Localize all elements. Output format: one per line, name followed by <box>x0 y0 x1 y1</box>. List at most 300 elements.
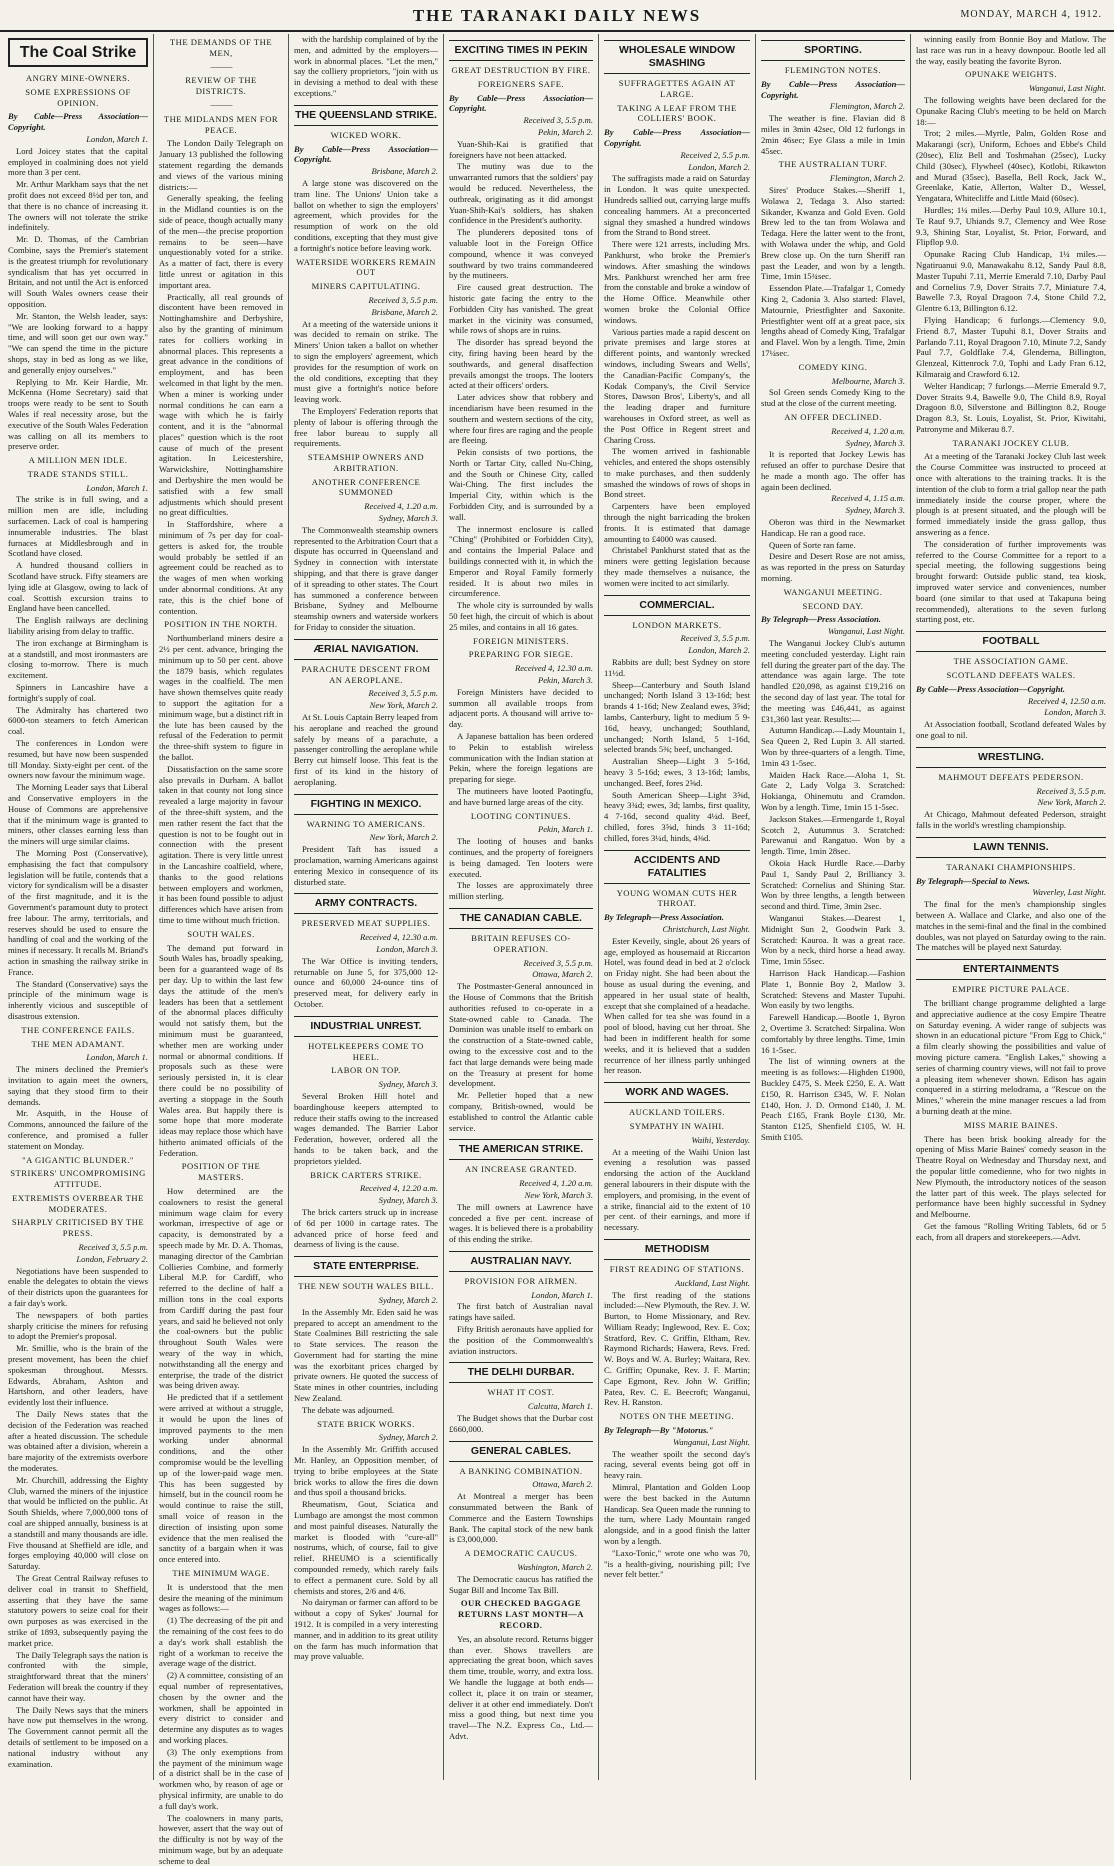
paragraph: Yes, an absolute record. Returns bigger than ever. Shows travellers are appreciating the great boon, which saves them time, trouble, worry, and extra loss. We handle the luggage at both ends—collect it, place it on train or steamer, deliver it at other end immediately. Don't miss a good thing, but next time you travel—The N.Z. Express Co., Ltd.—Advt. <box>449 1634 593 1742</box>
paragraph: The Daily Telegraph says the nation is confronted with the simple, straightforward threat that the miners' Federation will break the country if they cannot have their way. <box>8 1650 148 1704</box>
advertisement-heading: OUR CHECKED BAGGAGE RETURNS LAST MONTH—A RECORD. <box>449 1598 593 1630</box>
subheading: TARANAKI JOCKEY CLUB. <box>916 438 1106 449</box>
subheading: YOUNG WOMAN CUTS HER THROAT. <box>604 888 750 910</box>
canadian-cable-headline: THE CANADIAN CABLE. <box>449 908 593 929</box>
received-line: Received 4, 1.20 a.m. <box>449 1178 593 1189</box>
divider: ——— <box>159 62 283 73</box>
dateline: Sydney, March 3. <box>761 505 905 516</box>
paragraph: Sires' Produce Stakes.—Sheriff 1, Wolawa 2, Tedaga 3. Also started: Sikander, Kwanza and Gold Even. Gold Brew led to the tan from Wolawa and Tedaga. Here the latter went to the front, with Wolawa under the whip, and Gold Brew close up. On the turn Sheriff ran past the Leader, and won by a length. Time, 1min 15¾sec. <box>761 185 905 282</box>
subheading: FOREIGN MINISTERS. <box>449 636 593 647</box>
paragraph: The Morning Leader says that Liberal and Conservative employers in the House of Commons are apprehensive that if the minimum wage is granted to miners, other classes earning less than the miners will urge similar claims. <box>8 782 148 847</box>
article-body <box>761 638 905 1143</box>
article-body <box>8 1266 148 1770</box>
paragraph: The first batch of Australian naval ratings have sailed. <box>449 1301 593 1323</box>
paragraph: The miners declined the Premier's invitation to again meet the owners, saying that they stood firm to their demands. <box>8 1064 148 1107</box>
article-body <box>294 1091 438 1167</box>
dateline: Waihi, Yesterday. <box>604 1135 750 1146</box>
column-7 <box>912 34 1110 1780</box>
paragraph: The London Daily Telegraph on January 13 published the following statement regarding the demands and views of the various mining districts:— <box>159 138 283 192</box>
paragraph: The innermost enclosure is called "Ching" (Prohibited or Forbidden City), and contains the Imperial Palace and buildings connected with it, in which the Emperor and Royal Family formerly resided. It is about two miles in circumference. <box>449 524 593 600</box>
paragraph: Northumberland miners desire a 2½ per cent. advance, bringing the minimum up to 50 per cent. above the 1879 basis, which regulates wages in the coalfield. The men have shown themselves quite ready to support the agitation for a minimum wage, but a distinct rift in the lute has been caused by the refusal of the Federation to permit the three-shift system to figure in the ballot. <box>159 633 283 763</box>
football-headline: FOOTBALL <box>916 631 1106 652</box>
paragraph: The demand put forward in South Wales has, broadly speaking, been for a guaranteed wage of 8s per day. Up to within the last few days the attitude of the men's leaders has been that a settlement of the abnormal places difficulty would not satisfy them, but the minimum must be guaranteed, whether men are working under normal or abnormal conditions. If proposals such as these were seriously persisted in, it is clear there could be no possibility of averting a stoppage in the South Wales area. But happily there is some hope that more moderate ideas may replace those which have hitherto animated officials of the Federation. <box>159 943 283 1159</box>
paragraph: (3) The only exemptions from the payment of the minimum wage of a district shall be in the case of workmen who, by reason of age or physical infirmity, are unable to do a full day's work. <box>159 1747 283 1812</box>
paragraph: The mutiny was due to the unwarranted rumors that the soldiers' pay would be reduced. Nevertheless, the outbreak, originating as it did amongst Yuan-Shih-Kai's soldiers, has shaken confidence in the President's authority. <box>449 161 593 226</box>
paragraph: The English railways are declining liability arising from delay to traffic. <box>8 615 148 637</box>
accidents-headline: ACCIDENTS AND FATALITIES <box>604 850 750 884</box>
paragraph: winning easily from Bonnie Boy and Matlow. The last race was run in a heavy downpour. Bootle led all the way, easily beating the favorite Byron. <box>916 34 1106 66</box>
subheading: STRIKERS' UNCOMPROMISING ATTITUDE. <box>8 1168 148 1190</box>
article-body <box>916 899 1106 953</box>
subheading: SYMPATHY IN WAIHI. <box>604 1121 750 1132</box>
subheading: LABOR ON TOP. <box>294 1065 438 1076</box>
article-body <box>294 1444 438 1662</box>
paragraph: The weather spoilt the second day's racing, several events being got off in heavy rain. <box>604 1449 750 1481</box>
commercial-headline: COMMERCIAL. <box>604 595 750 616</box>
paragraph: The coalowners in many parts, however, assert that the way out of the difficulty is not by way of the minimum wage, but by an adequate scheme to deal <box>159 1813 283 1866</box>
divider: ——— <box>159 100 283 111</box>
paragraph: It is reported that Jockey Lewis has refused an offer to purchase Desire that he made a month ago. The offer has again been declined. <box>761 449 905 492</box>
received-line: Received 4, 12.30 a.m. <box>294 932 438 943</box>
article-body <box>916 34 1106 66</box>
article-body <box>761 517 905 584</box>
entertainments-headline: ENTERTAINMENTS <box>916 959 1106 980</box>
subheading: SUFFRAGETTES AGAIN AT LARGE. <box>604 78 750 100</box>
advertisement <box>449 1634 593 1742</box>
newspaper-title: THE TARANAKI DAILY NEWS <box>0 6 1114 26</box>
paragraph: Sheep—Canterbury and South Island unchanged; North Island 3 13-16d; best brands 4 1-16d; New Zealand ewes, 3⅝d; lambs, Canterbury, light to medium 5 9-16d, heavy, unchanged; Southland, unchanged; North Island, 5 1-16d, selected brands 5⅜; beef, unchanged. <box>604 680 750 756</box>
paragraph: The debate was adjourned. <box>294 1405 438 1416</box>
subheading: THE CONFERENCE FAILS. <box>8 1025 148 1036</box>
column-2 <box>155 34 287 1780</box>
paragraph: The Great Central Railway refuses to deliver coal in transit to Sheffield, asserting that they have the same statutory powers to seize coal for their own purposes as was exercised in the strike of 1893, subsequently paying the market price. <box>8 1573 148 1649</box>
subheading: PROVISION FOR AIRMEN. <box>449 1276 593 1287</box>
subheading: FOREIGNERS SAFE. <box>449 79 593 90</box>
paragraph: The mill owners at Lawrence have conceded a five per cent. increase of wages. It is believed there is a probability of this ending the strike. <box>449 1202 593 1245</box>
article-body <box>449 1202 593 1245</box>
column-1 <box>4 34 152 1780</box>
paragraph: Mr. Smillie, who is the brain of the present movement, has been the chief spokesman throughout. Messrs. Edwards, Abraham, Ashton and Hartshorn, and other leaders, have evidently lost their influence. <box>8 1343 148 1408</box>
paragraph: In Staffordshire, where a minimum of 7s per day for coal-getters is asked for, the trouble would probably be settled if an agreement could be reached as to the wages of men when working under abnormal conditions. At any rate, this is the chief bone of contention. <box>159 519 283 616</box>
column-rule <box>598 34 599 1780</box>
dateline: Pekin, March 3. <box>449 675 593 686</box>
subheading: A DEMOCRATIC CAUCUS. <box>449 1548 593 1559</box>
paragraph: with the hardship complained of by the men, and admitted by the employers—work in abnormal places. "Let the men," say the colliery proprietors, "join with us in devising a method to deal with these exceptions." <box>294 34 438 99</box>
dateline: Christchurch, Last Night. <box>604 924 750 935</box>
paragraph: Hurdles; 1¼ miles.—Derby Paul 10.9, Allure 10.1, Te Rauf 9.7, Uhiands 9.7, Clemency and Wee Rose 9.3, Shining Star, Loyalist, St. Prior, Forward, and Flipflop 9.0. <box>916 205 1106 248</box>
paragraph: Rabbits are dull; best Sydney on store 11½d. <box>604 657 750 679</box>
column-6 <box>757 34 909 1780</box>
subheading: NOTES ON THE MEETING. <box>604 1411 750 1422</box>
article-body <box>159 1186 283 1565</box>
paragraph: The consideration of further improvements was referred to the Course Committee for a report to a special meeting, the following suggestions being brought forward: Outside public stand, tea kiosk, improved water service and conveniences, number board (one similar to that used at Takapuna being recommended), alterations to the seven furlong starting post, etc. <box>916 539 1106 625</box>
paragraph: (2) A committee, consisting of an equal number of representatives, chosen by the owner and the workmen, shall be appointed in every district to consider and determine any disputes as to wages and working places. <box>159 1670 283 1746</box>
wire-credit: By Cable—Press Association—Copyright. <box>8 111 148 133</box>
paragraph: There were 121 arrests, including Mrs. Pankhurst, who broke the Premier's windows. After smashing the windows Mrs. Pankhurst wrenched her arm free from the constable and broke a window of the Home Office. Meanwhile other women broke the Colonial Office windows. <box>604 239 750 325</box>
article-body <box>449 139 593 633</box>
paragraph: Later advices show that robbery and incendiarism have been resumed in the southern and western sections of the city, where four fires are raging and the people are fleeing. <box>449 392 593 446</box>
article-body <box>449 836 593 902</box>
paragraph: Sol Green sends Comedy King to the stud at the close of the current meeting. <box>761 387 905 409</box>
paragraph: The looting of houses and banks continues, and the property of foreigners is being damaged. Ten looters were executed. <box>449 836 593 879</box>
paragraph: At Association football, Scotland defeated Wales by one goal to nil. <box>916 719 1106 741</box>
paragraph: Queen of Sorte ran fame. <box>761 540 905 551</box>
work-and-wages-headline: WORK AND WAGES. <box>604 1082 750 1103</box>
received-line: Received 4, 1.20 a.m. <box>294 501 438 512</box>
paragraph: Okoia Hack Hurdle Race.—Darby Paul 1, Sandy Paul 2, Brilliancy 3. Scratched: Cornelius and Shining Star. Won by three lengths, a length between second and third. Time, 3min 2sec. <box>761 858 905 912</box>
wire-credit: By Cable—Press Association—Copyright. <box>449 93 593 115</box>
delhi-durbar-headline: THE DELHI DURBAR. <box>449 1362 593 1383</box>
subheading: PARACHUTE DESCENT FROM AN AEROPLANE. <box>294 664 438 686</box>
dateline: Flemington, March 2. <box>761 173 905 184</box>
dateline: Brisbane, March 2. <box>294 166 438 177</box>
received-line: Received 3, 5.5 p.m. <box>916 786 1106 797</box>
article-body <box>604 1449 750 1581</box>
paragraph: Ester Keveily, single, about 26 years of age, employed as housemaid at Riccarton Hotel, was found dead in bed at 2 o'clock on Friday night. She had been about the house as usual during the evening, and appeared in her usual state of health, except that she complained of a headache. When called for tea she was found in a pool of blood, having cut her throat. She had been in indifferent health for some weeks, and it is believed that a sudden recurrence of her illness partly unhinged her reason. <box>604 936 750 1076</box>
subheading: FIRST READING OF STATIONS. <box>604 1264 750 1275</box>
subheading: TRADE STANDS STILL. <box>8 469 148 480</box>
received-line: Received 4, 12.50 a.m. <box>916 696 1106 707</box>
received-line: Received 4, 12.30 a.m. <box>449 663 593 674</box>
subheading: WATERSIDE WORKERS REMAIN OUT <box>294 257 438 279</box>
dateline: Ottawa, March 2. <box>449 1479 593 1490</box>
aerial-navigation-headline: ÆRIAL NAVIGATION. <box>294 639 438 660</box>
paragraph: Welter Handicap; 7 furlongs.—Merrie Emerald 9.7, Dover Straits 9.4, Bawelle 9.0, The Child 8.9, Royal Dragoon 8.0, Silverstone and Billington 8.2, Rouge Dragon 8.3, St. Louis, Loyalist, St. Prior, Kiwitahi, Patronyme and Mikerau 8.7. <box>916 381 1106 435</box>
advertisement: Rheumatism, Gout, Sciatica and Lumbago are amongst the most common and most painful diseases. Naturally the market is flooded with "cure-all" nostrums, which, of course, fail to give relief. RHEUMO is a scientifically compounded remedy, which rarely fails to effect a permanent cure. Sold by all chemists and stores, 2/6 and 4/6. <box>294 1499 438 1596</box>
paragraph: The Daily News states that the decision of the Federation was reached after a heated discussion. The schedule was obtained after a division, wherein a bare majority of the extremists overbore the moderates. <box>8 1409 148 1474</box>
subheading: WICKED WORK. <box>294 130 438 141</box>
article-body <box>449 1301 593 1356</box>
paragraph: The iron exchange at Birmingham is at a standstill, and most ironmasters are closing to-morrow. There is much excitement. <box>8 638 148 681</box>
dateline: Sydney, March 3. <box>294 1079 438 1090</box>
subheading: FLEMINGTON NOTES. <box>761 65 905 76</box>
dateline: New York, March 2. <box>916 797 1106 808</box>
paragraph: The Budget shows that the Durbar cost £660,000. <box>449 1413 593 1435</box>
subheading: EXTREMISTS OVERBEAR THE MODERATES. <box>8 1193 148 1215</box>
dateline: Waverley, Last Night. <box>916 887 1106 898</box>
australian-navy-headline: AUSTRALIAN NAVY. <box>449 1251 593 1272</box>
paragraph: The losses are approximately three million sterling. <box>449 880 593 902</box>
wire-credit: By Cable—Press Association—Copyright. <box>916 684 1106 695</box>
article-body <box>294 525 438 633</box>
dateline: London, March 2. <box>604 162 750 173</box>
dateline: Wanganui, Last Night. <box>761 626 905 637</box>
subheading: TAKING A LEAF FROM THE COLLIERS' BOOK. <box>604 103 750 125</box>
subheading: SCOTLAND DEFEATS WALES. <box>916 670 1106 681</box>
article-body <box>916 451 1106 625</box>
dateline: London, March 1. <box>449 1290 593 1301</box>
subheading: THE DEMANDS OF THE MEN, <box>159 37 283 59</box>
paragraph: The Morning Post (Conservative), emphasising the fact that compulsory legislation will be futile, contends that a victory for syndicalism will be a disaster of the first magnitude, and it is the Government's paramount duty to protect free labour. The army, territorials, and reserves should be used to ensure the handling of coal and the working of the mines if necessary. It recalls M. Briand's action in smashing the railway strike in France. <box>8 848 148 978</box>
column-rule <box>755 34 756 1780</box>
paragraph: Harrison Hack Handicap.—Fashion Plate 1, Bonnie Boy 2, Matlow 3. Scratched: Stevens and Master Tupuhi. Won easily by two lengths. <box>761 968 905 1011</box>
paragraph: At Montreal a merger has been consummated between the Bank of Commerce and the Eastern Townships Bank. The capital stock of the new bank is £3,000,000. <box>449 1491 593 1545</box>
paragraph: Opunake Racing Club Handicap, 1¼ miles.—Ngatiruanui 9.0, Manawakahu 8.12, Sandy Paul 8.8, Master Tupuhi 7.11, Merrie Emerald 7.10, Darby Paul and Cornelius 7.9, Dover Straits 7.7, Miniature 7.4, Bawelle 7.3, Royal Dragoon 7.4, Stone Child 7.2, Glentre 6.13, Billington 6.12. <box>916 249 1106 314</box>
advertisement: Get the famous "Rolling Writing Tablets, 6d or 5 each, from all drapers and storekeepers.—Advt. <box>916 1221 1106 1243</box>
dateline: Sydney, March 2. <box>294 1432 438 1443</box>
paragraph: It is understood that the men desire the meaning of the minimum wages as follows:— <box>159 1582 283 1614</box>
paragraph: Fifty British aeronauts have applied for the position of the Commonwealth's aviation instructors. <box>449 1324 593 1356</box>
dateline: Melbourne, March 3. <box>761 376 905 387</box>
paragraph: The disorder has spread beyond the city, firing having been heard by the southwards, and general disaffection prevails amongst the troops. The looters acted at their officers' orders. <box>449 337 593 391</box>
subheading: AN OFFER DECLINED. <box>761 412 905 423</box>
dateline: Flemington, March 2. <box>761 101 905 112</box>
paragraph: The Standard (Conservative) says the principle of the minimum wage is inherently vicious and susceptible of disastrous extension. <box>8 979 148 1022</box>
paragraph: In the Assembly Mr. Eden said he was prepared to accept an amendment to the State Coalmines Bill restricting the sale to State services. The reason the Government had for starting the mine was the exorbitant prices charged by private owners. He quoted the success of State mines in other countries, including New Zealand. <box>294 1307 438 1404</box>
wire-credit: By Telegraph—Press Association. <box>604 912 750 923</box>
paragraph: At St. Louis Captain Berry leaped from his aeroplane and reached the ground safely by means of a parachute, a passenger controlling the aeroplane while Berry cut himself loose. This feat is the first of its kind in the history of aeroplaning. <box>294 712 438 788</box>
subheading: "A GIGANTIC BLUNDER." <box>8 1155 148 1166</box>
paragraph: At a meeting of the waterside unions it was decided to remain on strike. The Miners' Union taken a ballot on whether to sign the employers' agreement, which provides for the resumption of work on the old conditions, excepting that they must give a fortnight's notice before leaving work. <box>294 319 438 405</box>
american-strike-headline: THE AMERICAN STRIKE. <box>449 1139 593 1160</box>
subheading: EMPIRE PICTURE PALACE. <box>916 984 1106 995</box>
article-body <box>294 34 438 99</box>
paragraph: The Employers' Federation reports that plenty of labour is offering through the free labor bureau to supply all requirements. <box>294 406 438 449</box>
paragraph: At Chicago, Mahmout defeated Pederson, straight falls in the world's wrestling championship. <box>916 809 1106 831</box>
methodism-headline: METHODISM <box>604 1239 750 1260</box>
subheading: PRESERVED MEAT SUPPLIES. <box>294 918 438 929</box>
paragraph: Oberon was third in the Newmarket Handicap. He ran a good race. <box>761 517 905 539</box>
dateline: London, March 2. <box>604 645 750 656</box>
wire-credit: By Cable—Press Association—Copyright. <box>604 127 750 149</box>
subheading: LONDON MARKETS. <box>604 620 750 631</box>
paragraph: Lord Joicey states that the capital employed in coalmining does not yield more than 3 per cent. <box>8 146 148 178</box>
dateline: London, March 1. <box>8 1052 148 1063</box>
paragraph: Maiden Hack Race.—Aloha 1, St. Gate 2, Lady Volga 3. Scratched: Hokianga, Ohinemutu and Cramdon. Won by a length. Time, 1min 15 1-5sec. <box>761 770 905 813</box>
paragraph: The women arrived in fashionable vehicles, and entered the shops ostensibly to make purchases, and then suddenly smashed the windows of rows of shops in Bond street. <box>604 446 750 500</box>
dateline: Auckland, Last Night. <box>604 1278 750 1289</box>
article-body <box>916 809 1106 831</box>
subheading: STATE BRICK WORKS. <box>294 1419 438 1430</box>
column-4 <box>445 34 597 1780</box>
article-body <box>294 956 438 1010</box>
queensland-strike-headline: THE QUEENSLAND STRIKE. <box>294 105 438 126</box>
paragraph: Fire caused great destruction. The historic gate facing the entry to the Forbidden City has vanished. The great market in the vicinity was consumed, while rows of shops are in ruins. <box>449 282 593 336</box>
paragraph: Desire and Desert Rose are not amiss, as was reported in the press on Saturday morning. <box>761 551 905 583</box>
subheading: GREAT DESTRUCTION BY FIRE. <box>449 65 593 76</box>
dateline: Wanganui, Last Night. <box>604 1437 750 1448</box>
wire-credit: By Telegraph—By "Motorus." <box>604 1425 750 1436</box>
paragraph: Dissatisfaction on the same score also prevails in Durham. A ballot taken in that county not long since revealed a large majority in favour of the three-shift system, and the men rather resent the fact that the question is not to be fought out in connection with the present agitation. There is very little unrest in the Lancashire coalfield, where, thanks to the good relations between employers and workmen, it has been found possible to adjust differences which have arisen from time to time without much friction. <box>159 764 283 926</box>
subheading: SOUTH WALES. <box>159 929 283 940</box>
paragraph: Pekin consists of two portions, the North or Tartar City, called Nu-Ching, and the South or Chinese City, called Wai-Ching. The first includes the Imperial City, within which is the Forbidden City, and is surrounded by a wall. <box>449 447 593 523</box>
subheading: POSITION IN THE NORTH. <box>159 619 283 630</box>
subheading: BRITAIN REFUSES CO-OPERATION. <box>449 933 593 955</box>
paragraph: In the Assembly Mr. Griffith accused Mr. Hanley, an Opposition member, of trying to bribe employees at the State brick works to allow the fires die down and thus spoil a thousand bricks. <box>294 1444 438 1498</box>
article-body <box>604 1290 750 1409</box>
received-line: Received 4, 1.20 a.m. <box>761 426 905 437</box>
paragraph: The Commonwealth steamship owners represented to the Arbitration Court that a dispute has occurred in Queensland and Sydney in connection with interstate shipping, and that there is grave danger of it spreading to other states. The Court has summoned a conference between Brisbane, Sydney and Melbourne steamship owners and waterside workers for Friday to consider the situation. <box>294 525 438 633</box>
subheading: AUCKLAND TOILERS. <box>604 1107 750 1118</box>
received-line: Received 3, 5.5 p.m. <box>294 688 438 699</box>
received-line: Received 3, 5.5 p.m. <box>604 633 750 644</box>
subheading: WANGANUI MEETING. <box>761 587 905 598</box>
paragraph: The Admiralty has chartered two 6000-ton steamers to fetch American coal. <box>8 705 148 737</box>
article-body <box>761 449 905 492</box>
column-5 <box>600 34 754 1780</box>
received-line: Received 2, 5.5 p.m. <box>604 150 750 161</box>
article-body <box>159 138 283 616</box>
subheading: THE ASSOCIATION GAME. <box>916 656 1106 667</box>
paragraph: The whole city is surrounded by walls 50 feet high, the circuit of which is about 25 miles, and contains in all 16 gates. <box>449 600 593 632</box>
article-body <box>159 633 283 926</box>
sporting-headline: SPORTING. <box>761 40 905 61</box>
dateline: Pekin, March 1. <box>449 824 593 835</box>
paragraph: The weather is fine. Flavian did 8 miles in 3min 42sec, Old 12 furlongs in 2min 46sec; Eye Glass a mile in 1min 45sec. <box>761 113 905 156</box>
masthead <box>0 0 1114 32</box>
fighting-in-mexico-headline: FIGHTING IN MEXICO. <box>294 794 438 815</box>
subheading: OPUNAKE WEIGHTS. <box>916 69 1106 80</box>
subheading: THE MINIMUM WAGE. <box>159 1568 283 1579</box>
dateline: New York, March 2. <box>294 832 438 843</box>
subheading: MAHMOUT DEFEATS PEDERSON. <box>916 772 1106 783</box>
column-rule <box>910 34 911 1780</box>
paragraph: Generally speaking, the feeling in the Midland counties is on the side of peace, though actually many of the men—the precise proportion remains to be seen—have unquestionably voted for a strike. As a matter of fact, there is every little unrest or agitation in this important area. <box>159 193 283 290</box>
paragraph: Autumn Handicap.—Lady Mountain 1, Sea Queen 2, Red Lupin 3. All started. Won by three-quarters of a length. Time, 1min 43 1-5sec. <box>761 725 905 768</box>
article-body <box>294 1207 438 1250</box>
received-line: Received 3, 5.5 p.m. <box>8 1242 148 1253</box>
article-body <box>449 981 593 1133</box>
received-line: Received 4, 12.20 a.m. <box>294 1183 438 1194</box>
paragraph: Christabel Pankhurst stated that as the miners were getting legislation because they made themselves a nuisance, the women were incited to act similarly. <box>604 545 750 588</box>
paragraph: Mr. Stanton, the Welsh leader, says: "We are looking forward to a happy time, and will soon get our own way." "We can spend the time in the picture shops, stay in bed as long as we like, and generally enjoy ourselves." <box>8 311 148 376</box>
paragraph: The Postmaster-General announced in the House of Commons that the British authorities refused to co-operate in a State-owned cable to Canada. The Dominion was unable itself to embark on the construction of a State-owned cable, owing to the excessive cost and to the fact that large demands were being made on the Treasury at present for home development. <box>449 981 593 1089</box>
paragraph: There has been brisk booking already for the opening of Miss Marie Baines' comedy season in the Theatre Royal on Wednesday and Thursday next, and the popular little comedienne, who for two nights in New Plymouth, the introductory notices of the season the latter part of this week. The plays selected for performance have been highly successful in Sydney and Melbourne. <box>916 1134 1106 1220</box>
subheading: TARANAKI CHAMPIONSHIPS. <box>916 862 1106 873</box>
dateline: Ottawa, March 2. <box>449 969 593 980</box>
subheading: SOME EXPRESSIONS OF OPINION. <box>8 87 148 109</box>
advertisement: No dairyman or farmer can afford to be without a copy of Sykes' Journal for 1912. It is compiled in a very interesting manner, and in addition to its great utility on the farm has much information that may prove valuable. <box>294 1597 438 1662</box>
subheading: THE NEW SOUTH WALES BILL. <box>294 1281 438 1292</box>
article-body <box>761 185 905 359</box>
article-body <box>604 657 750 844</box>
issue-date: MONDAY, MARCH 4, 1912. <box>961 9 1102 20</box>
article-body <box>159 943 283 1159</box>
received-line: Received 3, 5.5 p.m. <box>449 115 593 126</box>
article-body <box>916 998 1106 1117</box>
article-body <box>761 113 905 156</box>
received-line: Received 3, 5.5 p.m. <box>294 295 438 306</box>
paragraph: The following weights have been declared for the Opunake Racing Club's meeting to be held on March 18:— <box>916 95 1106 127</box>
column-rule <box>443 34 444 1780</box>
paragraph: Flying Handicap; 6 furlongs.—Clemency 9.0, Friend 8.7, Master Tupuhi 8.1, Dover Straits and Parlando 7.11, Royal Dragoon 7.10, Minute 7.2, Sandy Paul 7.7, Goldflake 7.4, Glenderna, Billington, Glenzeal, Kittenrock 7.0, Tophi and Lady Fran 6.12, Kilmaraig and Crawford 6.12. <box>916 315 1106 380</box>
dateline: Sydney, March 3. <box>294 1195 438 1206</box>
subheading: SHARPLY CRITICISED BY THE PRESS. <box>8 1217 148 1239</box>
paragraph: The strike is in full swing, and a million men are idle, including surfacemen. Lack of coal is hampering innumerable industries. The blast furnaces at Middlesbrough and in Scotland have closed. <box>8 494 148 559</box>
subheading: PREPARING FOR SIEGE. <box>449 649 593 660</box>
army-contracts-headline: ARMY CONTRACTS. <box>294 893 438 914</box>
dateline: Calcutta, March 1. <box>449 1401 593 1412</box>
subheading: HOTELKEEPERS COME TO HEEL. <box>294 1041 438 1063</box>
paragraph: Wanganui Stakes.—Dearest 1, Midnight Sun 2, Goodwin Park 3. Scratched: Kauroa. It was a great race. Won by a neck, third horse a head away. Time, 1min 55sec. <box>761 913 905 967</box>
paragraph: Mr. Arthur Markham says that the net profit does not exceed 8½d per ton, and that there is no chance of increasing it. The owners will not tolerate the strike indefinitely. <box>8 179 148 233</box>
column-rule <box>153 34 154 1780</box>
paragraph: Mimral, Plantation and Golden Loop were the best backed in the Autumn Handicap. Sea Queen made the running to the turn, where Lady Mountain ranged alongside, and in a good finish the latter won by a length. <box>604 1482 750 1547</box>
dateline: London, February 2. <box>8 1254 148 1265</box>
article-body <box>294 712 438 788</box>
article-body <box>8 1064 148 1151</box>
subheading: LOOTING CONTINUES. <box>449 811 593 822</box>
paragraph: A hundred thousand colliers in Scotland have struck. Fifty steamers are lying idle at Glasgow, owing to lack of coal. Scottish excursion trains to England have been cancelled. <box>8 560 148 614</box>
paragraph: Mr. Pelletier hoped that a new company, British-owned, would be established to control the Atlantic cable service. <box>449 1090 593 1133</box>
paragraph: The conferences in London were resumed, but have now been suspended till Monday. Sixty-eight per cent. of the owners now favour the minimum wage. <box>8 738 148 781</box>
paragraph: At a meeting of the Taranaki Jockey Club last week the Course Committee was instructed to proceed at once with alterations to the training tracks. It is the intention of the club to form a trial gallop near the path immediately inside the course proper, where the plough is at present situated, and the plough will be formed immediately inside the grass gallop, thus answering as a fence. <box>916 451 1106 537</box>
paragraph: Practically, all real grounds of discontent have been removed in Nottinghamshire and Derbyshire, also by the granting of minimum rates for colliers working in abnormal places. This represents a great advance in the conditions of employment, and has been welcomed in that light by the men. When a miner is working under normal conditions he can earn a wage with which he is fairly content, and it is the "abnormal places" question which is the root cause of much of the present agitation. In Leicestershire, Warwickshire, Nottinghamshire and Derbyshire the men would be satisfied with a few small adjustments which should present no great difficulties. <box>159 292 283 519</box>
paragraph: A Japanese battalion has been ordered to Pekin to establish wireless communication with the Indian station at Pekin, where the foreign legations are preparing for siege. <box>449 731 593 785</box>
paragraph: Mr. Churchill, addressing the Eighty Club, warned the miners of the injustice that would be inflicted on the public. At South Shields, where 7,000,000 tons of coal are shipped annually, business is at a standstill and many thousands are idle. Five thousand at Sheffield are idle, and forges employing 40,000 will close on Saturday. <box>8 1475 148 1572</box>
subheading: A BANKING COMBINATION. <box>449 1466 593 1477</box>
dateline: New York, March 2. <box>294 700 438 711</box>
subheading: BRICK CARTERS STRIKE. <box>294 1170 438 1181</box>
article-body <box>916 95 1106 435</box>
dateline: Pekin, March 2. <box>449 127 593 138</box>
industrial-unrest-headline: INDUSTRIAL UNREST. <box>294 1016 438 1037</box>
subheading: COMEDY KING. <box>761 362 905 373</box>
dateline: Sydney, March 3. <box>761 438 905 449</box>
dateline: Washington, March 2. <box>449 1562 593 1573</box>
subheading: AN INCREASE GRANTED. <box>449 1164 593 1175</box>
subheading: ANGRY MINE-OWNERS. <box>8 73 148 84</box>
state-enterprise-headline: STATE ENTERPRISE. <box>294 1256 438 1277</box>
advertisement: "Laxo-Tonic," wrote one who was 70, "is a health-giving, nourishing pill; I've never felt better." <box>604 1548 750 1580</box>
paragraph: (1) The decreasing of the pit and the remaining of the cost fees to do a day's work shall establish the right of a workman to receive the average wage of the district. <box>159 1615 283 1669</box>
article-body <box>8 146 148 452</box>
subheading: MISS MARIE BAINES. <box>916 1120 1106 1131</box>
paragraph: A large stone was discovered on the tram line. The Unions' Union take a ballot on whether to sign the employers' agreement, which provides for the resumption of work on the old conditions, excepting that they must give a fortnight's notice before leaving work. <box>294 178 438 254</box>
article-body <box>294 319 438 450</box>
received-line: Received 4, 1.15 a.m. <box>761 493 905 504</box>
paragraph: Essendon Plate.—Trafalgar 1, Comedy King 2, Cadonia 3. Also started: Flavel, Matournie, Priestfighter and Saxonite. Priestfighter went off at a great pace, six lengths ahead of Comedy King, Trafalgar and Flavel. Won by a length. Time, 2min 17¼sec. <box>761 283 905 359</box>
column-rule <box>288 34 289 1780</box>
paragraph: The Wanganui Jockey Club's autumn meeting concluded yesterday. Light rain fell during the greater part of the day. The attendance was again large. The tote handled £20,098, as against £19,216 on the second day of last year. The total for the meeting was £46,441, as against £31,360 last year. Results:— <box>761 638 905 724</box>
article-body <box>449 1413 593 1435</box>
article-body <box>604 173 750 588</box>
subheading: THE AUSTRALIAN TURF. <box>761 159 905 170</box>
paragraph: The brilliant change programme delighted a large and appreciative audience at the cosy Empire Theatre on Saturday evening. A wider range of subjects was shown in an educational picture "From Egg to Chick," a film clearly showing the possibilities and value of moving picture camera. "English Lakes," showing a series of charming country views, will not fail to prove a pleasing item whenever shown. Edison has again conquered in a stirring melodrama, a "Rescue on the Mines," wherein the mine manager rescues a lad from a burning death at the mine. <box>916 998 1106 1117</box>
subheading: THE MIDLANDS MEN FOR PEACE. <box>159 114 283 136</box>
dateline: London, March 3. <box>294 944 438 955</box>
paragraph: Farewell Handicap.—Bootle 1, Byron 2, Overtime 3. Scratched: Sirpalina. Won comfortably by three lengths. Time, 1min 16 1-5sec. <box>761 1012 905 1055</box>
paragraph: Carpenters have been employed through the night barricading the broken fronts. It is estimated that damage amounting to £4000 was caused. <box>604 501 750 544</box>
article-body <box>761 387 905 409</box>
paragraph: Replying to Mr. Keir Hardie, Mr. McKenna (Home Secretary) said that troops were ready to be sent to South Wales if real necessity arose, but the executive of the South Wales Federation was calling on all its members to preserve order. <box>8 377 148 453</box>
dateline: London, March 1. <box>8 483 148 494</box>
wire-credit: By Telegraph—Special to News. <box>916 876 1106 887</box>
dateline: New York, March 3. <box>449 1190 593 1201</box>
subheading: A MILLION MEN IDLE. <box>8 455 148 466</box>
paragraph: Australian Sheep—Light 3 5-16d, heavy 3 5-16d; ewes, 3 13-16d; lambs, unchanged. Beef, fores 2⅝d. <box>604 756 750 788</box>
paragraph: Foreign Ministers have decided to summon all available troops from adjacent ports. A thousand will arrive to-day. <box>449 687 593 730</box>
paragraph: The brick carters struck up in increase of 6d per 1000 in cartage rates. The advanced price of horse feed and dearness of living is the cause. <box>294 1207 438 1250</box>
subheading: WHAT IT COST. <box>449 1387 593 1398</box>
subheading: ANOTHER CONFERENCE SUMMONED <box>294 477 438 499</box>
dateline: Sydney, March 2. <box>294 1295 438 1306</box>
subheading: THE MEN ADAMANT. <box>8 1039 148 1050</box>
paragraph: Various parties made a rapid descent on private premises and large stores at different points, and wantonly wrecked windows, including Swears and Wells', the Canadian-Pacific Company's, the Kodak Company's, the Civil Service Stores, Dawson Bros', Liberty's, and all the leading draper and furniture warehouses in Oxford street, as well as the Post Office in Regent street and Charing Cross. <box>604 327 750 446</box>
coal-strike-headline: The Coal Strike <box>8 38 148 67</box>
paragraph: He predicted that if a settlement were arrived at without a struggle, it would be upon the lines of improved payments to the men working under abnormal conditions, and the other compromise would be the levelling up of the lower-paid wage men. This has been suggested by himself, but in the council room he would continue to raise the still, small voice of reason in the direction of insisting upon some evidence that the men realised the sanctity of a bargain when it was once entered into. <box>159 1392 283 1565</box>
paragraph: Several Broken Hill hotel and boardinghouse keepers attempted to reduce their staffs owing to the increased wages demanded. The Barrier Labor Federation, however, ordered all the hands to be taken back, and the proprietors yielded. <box>294 1091 438 1167</box>
paragraph: South American Sheep—Light 3⅝d, heavy 3¾d; ewes, 3d; lambs, first quality, 4 7-16d, second quality 4¼d. Beef, chilled, fores 3⅝d, hinds 3 11-16d; chilled, fores 3¼d, hinds, 4⅜d. <box>604 790 750 844</box>
paragraph: The Democratic caucus has ratified the Sugar Bill and Income Tax Bill. <box>449 1574 593 1596</box>
subheading: WARNING TO AMERICANS. <box>294 819 438 830</box>
paragraph: Spinners in Lancashire have a fortnight's supply of coal. <box>8 682 148 704</box>
article-body <box>449 687 593 808</box>
received-line: Received 3, 5.5 p.m. <box>449 958 593 969</box>
paragraph: The War Office is inviting tenders, returnable on June 5, for 375,000 12-ounce and 60,000 24-ounce tins of preserved meat, for delivery early in October. <box>294 956 438 1010</box>
paragraph: The first reading of the stations included:—New Plymouth, the Rev. J. W. Burton, to Home Missionary, and Rev. William Ready; Inglewood, Rev. E. Cox; Stratford, Rev. C. Griffin, Eltham, Rev. Raymond Richards; Hawera, Revs. Fred. W. Boys and W. A. Burley; Waitara, Rev. C. Griffin; Opunake, Rev. J. F. Martin; Cape Egmont, Rev. John W. Griffin; Patea, Rev. C. E. Beecroft; Wanganui, Rev. H. Ranston. <box>604 1290 750 1409</box>
paragraph: Negotiations have been suspended to enable the delegates to obtain the views of their districts upon the guarantees for a fair day's work. <box>8 1266 148 1309</box>
